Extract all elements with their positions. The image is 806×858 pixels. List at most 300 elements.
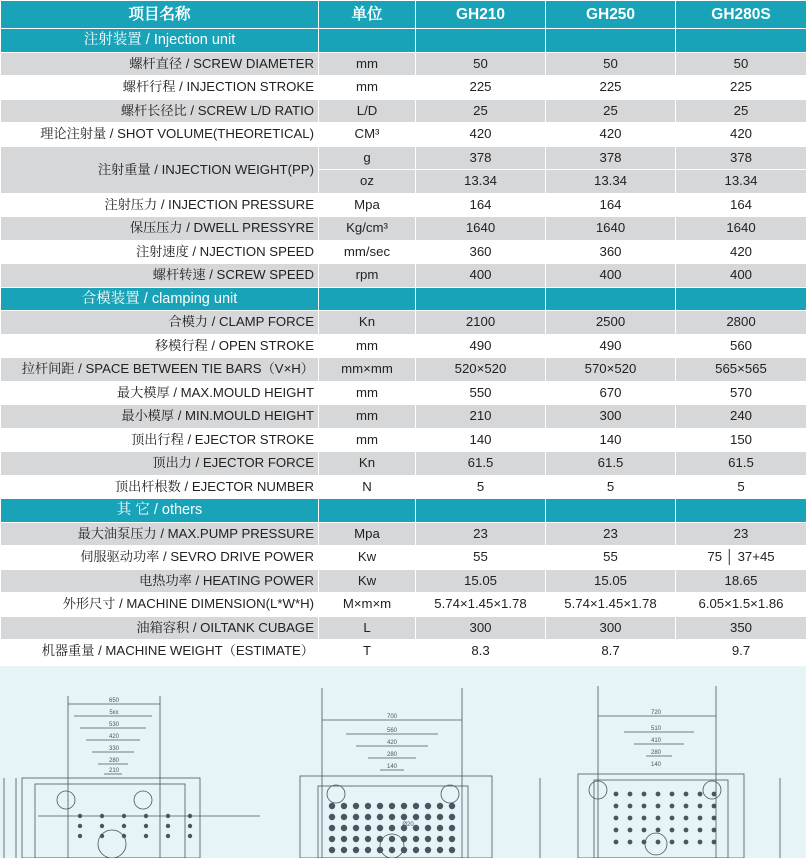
spec-value: 75 │ 37+45: [676, 546, 806, 570]
spec-value: 25: [676, 99, 806, 123]
spec-value: 210: [416, 405, 546, 429]
spec-value: 55: [546, 546, 676, 570]
spec-unit: mm: [319, 428, 416, 452]
section-header-row: [1, 29, 806, 53]
mounting-hole: [628, 828, 633, 833]
spec-label: 外形尺寸 / MACHINE DIMENSION(L*W*H): [1, 593, 319, 617]
section-header-row: [1, 499, 806, 523]
spec-value: 378: [416, 146, 546, 170]
mounting-hole: [341, 814, 347, 820]
spec-value: 225: [676, 76, 806, 100]
dim-label: 5xx: [109, 710, 119, 716]
spec-unit: Kg/cm³: [319, 217, 416, 241]
mounting-hole: [166, 834, 170, 838]
spec-unit: mm×mm: [319, 358, 416, 382]
spec-value: 490: [416, 334, 546, 358]
drawing-holes: [78, 792, 717, 854]
mounting-hole: [449, 803, 455, 809]
section-filler: [676, 287, 806, 311]
dim-label: 720: [650, 710, 662, 716]
mounting-hole: [614, 792, 619, 797]
mounting-hole: [144, 824, 148, 828]
mounting-hole: [425, 803, 431, 809]
mounting-hole: [642, 816, 647, 821]
spec-unit: mm: [319, 405, 416, 429]
spec-unit: M×m×m: [319, 593, 416, 617]
section-title: 其 它 / others: [1, 499, 319, 523]
mounting-hole: [401, 803, 407, 809]
spec-value: 5.74×1.45×1.78: [416, 593, 546, 617]
spec-value: 2500: [546, 311, 676, 335]
spec-value: 5: [676, 475, 806, 499]
spec-value: 8.3: [416, 640, 546, 664]
spec-value: 25: [416, 99, 546, 123]
spec-label: 顶出力 / EJECTOR FORCE: [1, 452, 319, 476]
mounting-hole: [642, 804, 647, 809]
spec-unit: mm: [319, 334, 416, 358]
mounting-hole: [425, 847, 431, 853]
spec-value: 23: [416, 522, 546, 546]
mounting-hole: [329, 836, 335, 842]
section-title: 注射装置 / Injection unit: [1, 29, 319, 53]
spec-unit: Mpa: [319, 193, 416, 217]
spec-row: [1, 358, 806, 382]
spec-row: [1, 593, 806, 617]
spec-value: 400: [416, 264, 546, 288]
spec-value: 490: [546, 334, 676, 358]
mounting-hole: [449, 814, 455, 820]
mounting-hole: [449, 825, 455, 831]
mounting-hole: [413, 814, 419, 820]
spec-row: [1, 405, 806, 429]
mounting-hole: [425, 814, 431, 820]
mounting-hole: [684, 828, 689, 833]
mounting-hole: [698, 840, 703, 845]
spec-value: 164: [676, 193, 806, 217]
spec-label: 电热功率 / HEATING POWER: [1, 569, 319, 593]
spec-value: 50: [416, 52, 546, 76]
spec-value: 5: [546, 475, 676, 499]
spec-value: 61.5: [546, 452, 676, 476]
spec-label: 注射重量 / INJECTION WEIGHT(PP): [1, 146, 319, 193]
spec-value: 378: [546, 146, 676, 170]
mounting-hole: [377, 814, 383, 820]
mounting-hole: [377, 836, 383, 842]
spec-row: [1, 217, 806, 241]
spec-unit: mm/sec: [319, 240, 416, 264]
mounting-hole: [341, 847, 347, 853]
mounting-hole: [670, 804, 675, 809]
mounting-hole: [122, 814, 126, 818]
spec-value: 8.7: [546, 640, 676, 664]
spec-row: [1, 475, 806, 499]
spec-value: 61.5: [416, 452, 546, 476]
mounting-hole: [712, 792, 717, 797]
spec-value: 140: [546, 428, 676, 452]
header-model-gh210: GH210: [416, 1, 546, 29]
spec-value: 225: [546, 76, 676, 100]
mounting-hole: [656, 840, 661, 845]
mounting-hole: [628, 816, 633, 821]
spec-row: [1, 146, 806, 170]
spec-value: 13.34: [546, 170, 676, 194]
spec-row: [1, 452, 806, 476]
mounting-hole: [401, 847, 407, 853]
spec-unit: L: [319, 616, 416, 640]
section-header-row: [1, 287, 806, 311]
spec-value: 378: [676, 146, 806, 170]
section-filler: [319, 29, 416, 53]
section-filler: [319, 287, 416, 311]
drawing-svg: [0, 666, 806, 858]
spec-unit: T: [319, 640, 416, 664]
mounting-hole: [413, 825, 419, 831]
spec-row: [1, 193, 806, 217]
spec-label: 理论注射量 / SHOT VOLUME(THEORETICAL): [1, 123, 319, 147]
dim-label: 140: [650, 762, 662, 768]
dim-label: 420: [386, 740, 398, 746]
header-unit: 单位: [319, 1, 416, 29]
spec-label: 最小模厚 / MIN.MOULD HEIGHT: [1, 405, 319, 429]
mounting-hole: [329, 803, 335, 809]
spec-value: 520×520: [416, 358, 546, 382]
spec-label: 油箱容积 / OILTANK CUBAGE: [1, 616, 319, 640]
spec-unit: CM³: [319, 123, 416, 147]
spec-label: 机器重量 / MACHINE WEIGHT（ESTIMATE）: [1, 640, 319, 664]
section-filler: [676, 29, 806, 53]
spec-value: 300: [546, 405, 676, 429]
spec-label: 最大模厚 / MAX.MOULD HEIGHT: [1, 381, 319, 405]
spec-value: 5.74×1.45×1.78: [546, 593, 676, 617]
section-filler: [416, 499, 546, 523]
mounting-hole: [389, 803, 395, 809]
mounting-hole: [353, 814, 359, 820]
spec-row: [1, 99, 806, 123]
mounting-hole: [341, 825, 347, 831]
dim-label: 420: [108, 734, 120, 740]
mounting-hole: [698, 792, 703, 797]
spec-value: 2100: [416, 311, 546, 335]
mounting-hole: [449, 836, 455, 842]
mounting-hole: [670, 840, 675, 845]
spec-label: 顶出杆根数 / EJECTOR NUMBER: [1, 475, 319, 499]
section-filler: [416, 287, 546, 311]
spec-value: 670: [546, 381, 676, 405]
spec-value: 360: [546, 240, 676, 264]
dim-label: 280: [386, 752, 398, 758]
spec-value: 15.05: [416, 569, 546, 593]
spec-row: [1, 311, 806, 335]
dim-label: 530: [108, 722, 120, 728]
section-filler: [416, 29, 546, 53]
spec-value: 420: [676, 240, 806, 264]
mounting-hole: [628, 840, 633, 845]
spec-label: 螺杆长径比 / SCREW L/D RATIO: [1, 99, 319, 123]
section-filler: [546, 287, 676, 311]
mounting-hole: [614, 828, 619, 833]
mounting-hole: [365, 803, 371, 809]
mounting-hole: [614, 840, 619, 845]
spec-label: 最大油泵压力 / MAX.PUMP PRESSURE: [1, 522, 319, 546]
mounting-hole: [166, 814, 170, 818]
mounting-hole: [78, 824, 82, 828]
spec-row: [1, 640, 806, 664]
mounting-hole: [642, 792, 647, 797]
section-filler: [676, 499, 806, 523]
mounting-hole: [353, 803, 359, 809]
mounting-hole: [78, 814, 82, 818]
mounting-hole: [188, 824, 192, 828]
spec-row: [1, 428, 806, 452]
dim-label: 410: [650, 738, 662, 744]
mounting-hole: [377, 803, 383, 809]
mounting-hole: [712, 840, 717, 845]
spec-unit: Kn: [319, 452, 416, 476]
spec-row: [1, 616, 806, 640]
spec-value: 420: [546, 123, 676, 147]
spec-row: [1, 240, 806, 264]
mounting-hole: [413, 847, 419, 853]
mounting-hole: [341, 803, 347, 809]
spec-value: 50: [676, 52, 806, 76]
spec-row: [1, 546, 806, 570]
dim-label: 210: [108, 768, 120, 774]
mounting-hole: [628, 792, 633, 797]
spec-label: 保压压力 / DWELL PRESSYRE: [1, 217, 319, 241]
spec-value: 560: [676, 334, 806, 358]
spec-label: 伺服驱动功率 / SEVRO DRIVE POWER: [1, 546, 319, 570]
mounting-hole: [353, 825, 359, 831]
spec-value: 550: [416, 381, 546, 405]
spec-value: 2800: [676, 311, 806, 335]
mounting-hole: [389, 836, 395, 842]
spec-value: 164: [546, 193, 676, 217]
spec-unit: mm: [319, 52, 416, 76]
mounting-hole: [437, 803, 443, 809]
spec-label: 合模力 / CLAMP FORCE: [1, 311, 319, 335]
mounting-hole: [365, 836, 371, 842]
spec-unit: L/D: [319, 99, 416, 123]
spec-value: 300: [416, 616, 546, 640]
dim-label: 560: [386, 728, 398, 734]
mounting-hole: [437, 847, 443, 853]
mounting-hole: [642, 828, 647, 833]
mounting-hole: [144, 834, 148, 838]
mounting-hole: [670, 828, 675, 833]
spec-value: 5: [416, 475, 546, 499]
mounting-hole: [656, 804, 661, 809]
dim-label: 700: [386, 714, 398, 720]
spec-value: 1640: [416, 217, 546, 241]
spec-value: 140: [416, 428, 546, 452]
mounting-hole: [166, 824, 170, 828]
spec-label: 注射速度 / NJECTION SPEED: [1, 240, 319, 264]
mounting-hole: [188, 834, 192, 838]
spec-row: [1, 569, 806, 593]
spec-value: 360: [416, 240, 546, 264]
mounting-hole: [698, 816, 703, 821]
spec-value: 570: [676, 381, 806, 405]
section-filler: [546, 499, 676, 523]
spec-unit: mm: [319, 381, 416, 405]
header-model-gh280s: GH280S: [676, 1, 806, 29]
spec-value: 13.34: [416, 170, 546, 194]
header-row: [1, 1, 806, 29]
spec-value: 25: [546, 99, 676, 123]
mounting-hole: [365, 825, 371, 831]
mounting-hole: [122, 834, 126, 838]
mounting-hole: [122, 824, 126, 828]
spec-value: 18.65: [676, 569, 806, 593]
mounting-hole: [413, 803, 419, 809]
dim-label: Ø20: [402, 822, 414, 828]
mounting-hole: [449, 847, 455, 853]
spec-value: 9.7: [676, 640, 806, 664]
mounting-hole: [377, 825, 383, 831]
mounting-hole: [341, 836, 347, 842]
mounting-hole: [365, 847, 371, 853]
dim-label: 140: [386, 764, 398, 770]
spec-value: 61.5: [676, 452, 806, 476]
drawing-left: [4, 696, 260, 858]
mounting-hole: [100, 824, 104, 828]
mounting-hole: [425, 836, 431, 842]
spec-unit: Kw: [319, 569, 416, 593]
mounting-hole: [365, 814, 371, 820]
mounting-hole: [684, 804, 689, 809]
spec-label: 螺杆直径 / SCREW DIAMETER: [1, 52, 319, 76]
spec-value: 570×520: [546, 358, 676, 382]
spec-unit: N: [319, 475, 416, 499]
spec-unit: g: [319, 146, 416, 170]
spec-value: 350: [676, 616, 806, 640]
spec-row: [1, 522, 806, 546]
mounting-hole: [656, 828, 661, 833]
spec-unit: oz: [319, 170, 416, 194]
mounting-hole: [684, 792, 689, 797]
mounting-hole: [100, 834, 104, 838]
spec-unit: rpm: [319, 264, 416, 288]
spec-label: 注射压力 / INJECTION PRESSURE: [1, 193, 319, 217]
mounting-hole: [188, 814, 192, 818]
mounting-hole: [670, 792, 675, 797]
mounting-hole: [389, 847, 395, 853]
mounting-hole: [353, 847, 359, 853]
spec-value: 225: [416, 76, 546, 100]
mounting-hole: [712, 816, 717, 821]
spec-label: 顶出行程 / EJECTOR STROKE: [1, 428, 319, 452]
spec-row: [1, 264, 806, 288]
mounting-hole: [684, 816, 689, 821]
mounting-hole: [712, 828, 717, 833]
spec-unit: Mpa: [319, 522, 416, 546]
dim-label: 330: [108, 746, 120, 752]
spec-unit: mm: [319, 76, 416, 100]
spec-value: 400: [676, 264, 806, 288]
header-item: 项目名称: [1, 1, 319, 29]
mounting-hole: [353, 836, 359, 842]
spec-row: [1, 334, 806, 358]
mounting-hole: [712, 804, 717, 809]
spec-value: 55: [416, 546, 546, 570]
spec-value: 50: [546, 52, 676, 76]
spec-value: 150: [676, 428, 806, 452]
machine-drawings: [0, 666, 806, 858]
spec-value: 300: [546, 616, 676, 640]
mounting-hole: [698, 828, 703, 833]
spec-unit: Kn: [319, 311, 416, 335]
mounting-hole: [329, 825, 335, 831]
spec-value: 23: [546, 522, 676, 546]
spec-unit: Kw: [319, 546, 416, 570]
mounting-hole: [437, 836, 443, 842]
spec-value: 1640: [676, 217, 806, 241]
spec-value: 1640: [546, 217, 676, 241]
mounting-hole: [698, 804, 703, 809]
dim-label: 510: [650, 726, 662, 732]
spec-row: [1, 381, 806, 405]
spec-value: 565×565: [676, 358, 806, 382]
spec-value: 15.05: [546, 569, 676, 593]
mounting-hole: [377, 847, 383, 853]
spec-value: 164: [416, 193, 546, 217]
spec-value: 13.34: [676, 170, 806, 194]
mounting-hole: [100, 814, 104, 818]
mounting-hole: [389, 814, 395, 820]
spec-value: 23: [676, 522, 806, 546]
mounting-hole: [656, 792, 661, 797]
spec-value: 400: [546, 264, 676, 288]
mounting-hole: [437, 814, 443, 820]
mounting-hole: [329, 847, 335, 853]
mounting-hole: [614, 816, 619, 821]
spec-value: 6.05×1.5×1.86: [676, 593, 806, 617]
spec-label: 螺杆转速 / SCREW SPEED: [1, 264, 319, 288]
section-title: 合模装置 / clamping unit: [1, 287, 319, 311]
mounting-hole: [389, 825, 395, 831]
mounting-hole: [642, 840, 647, 845]
spec-label: 螺杆行程 / INJECTION STROKE: [1, 76, 319, 100]
mounting-hole: [670, 816, 675, 821]
mounting-hole: [425, 825, 431, 831]
mounting-hole: [401, 836, 407, 842]
dim-label: 650: [108, 698, 120, 704]
mounting-hole: [684, 840, 689, 845]
spec-value: 420: [416, 123, 546, 147]
spec-label: 拉杆间距 / SPACE BETWEEN TIE BARS（V×H）: [1, 358, 319, 382]
dim-label: 280: [650, 750, 662, 756]
mounting-hole: [144, 814, 148, 818]
mounting-hole: [401, 814, 407, 820]
spec-row: [1, 76, 806, 100]
section-filler: [319, 499, 416, 523]
mounting-hole: [413, 836, 419, 842]
mounting-hole: [656, 816, 661, 821]
section-filler: [546, 29, 676, 53]
spec-value: 420: [676, 123, 806, 147]
header-model-gh250: GH250: [546, 1, 676, 29]
mounting-hole: [78, 834, 82, 838]
spec-label: 移模行程 / OPEN STROKE: [1, 334, 319, 358]
spec-row: [1, 52, 806, 76]
dim-label: 280: [108, 758, 120, 764]
spec-row: [1, 123, 806, 147]
spec-value: 240: [676, 405, 806, 429]
mounting-hole: [329, 814, 335, 820]
mounting-hole: [614, 804, 619, 809]
mounting-hole: [628, 804, 633, 809]
mounting-hole: [437, 825, 443, 831]
